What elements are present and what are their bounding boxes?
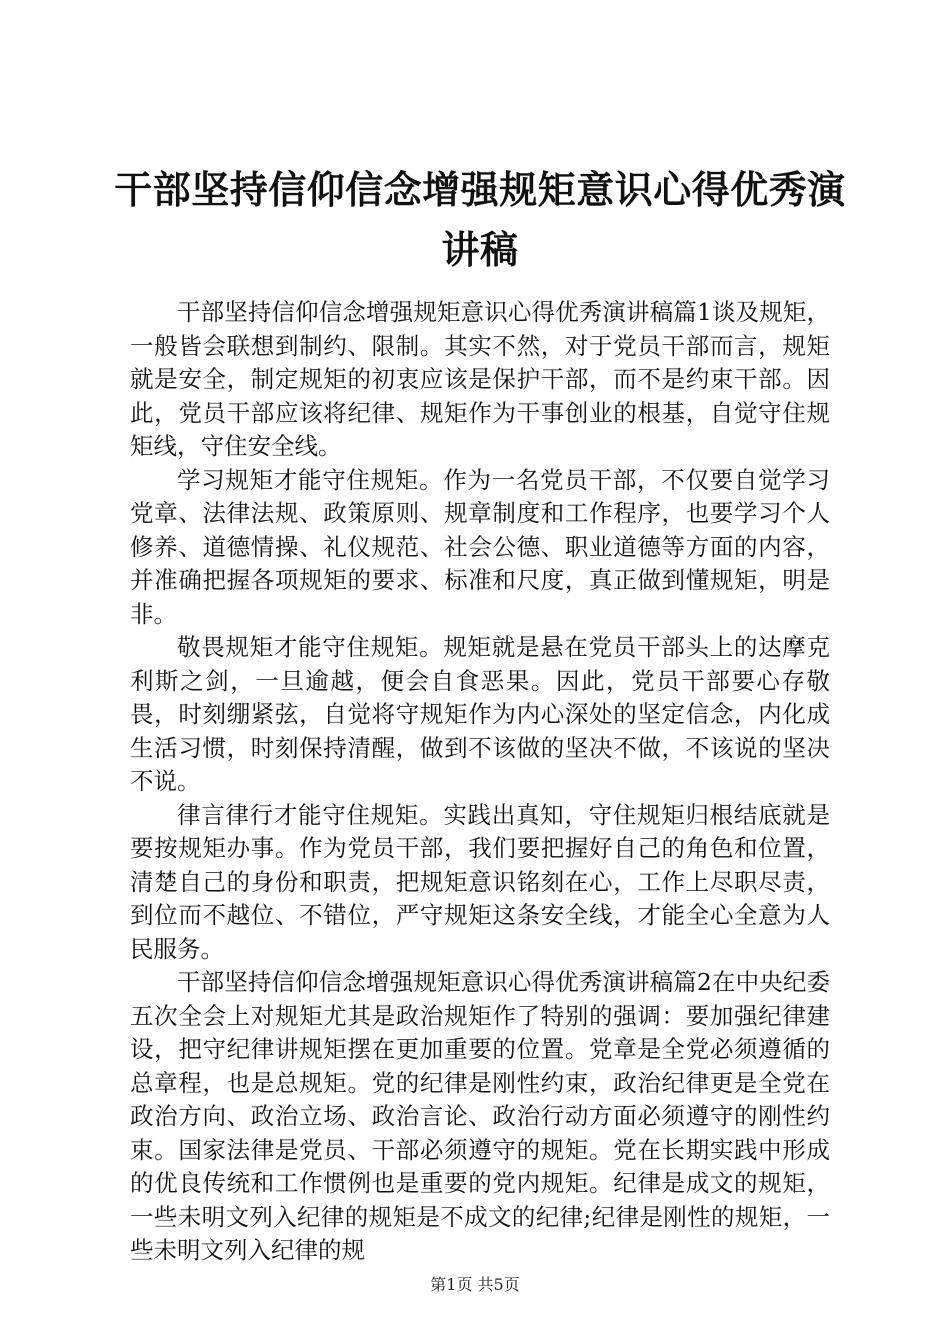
paragraph-3: 敬畏规矩才能守住规矩。规矩就是悬在党员干部头上的达摩克利斯之剑，一旦逾越，便会自食恶果。因此，党员干部要心存敬畏，时刻绷紧弦，自觉将守规矩作为内心深处的坚定信念，内化成生活习惯，时刻保持清醒，做到不该做的坚决不做，不该说的坚决不说。 (130, 633, 830, 795)
document-title: 干部坚持信仰信念增强规矩意识心得优秀演讲稿 (114, 167, 846, 272)
paragraph-1: 干部坚持信仰信念增强规矩意识心得优秀演讲稿篇1谈及规矩，一般皆会联想到制约、限制。其实不然，对于党员干部而言，规矩就是安全，制定规矩的初衷应该是保护干部，而不是约束干部。因此，党员干部应该将纪律、规矩作为干事创业的根基，自觉守住规矩线，守住安全线。 (130, 298, 830, 460)
paragraph-5: 干部坚持信仰信念增强规矩意识心得优秀演讲稿篇2在中央纪委五次全会上对规矩尤其是政治规矩作了特别的强调：要加强纪律建设，把守纪律讲规矩摆在更加重要的位置。党章是全党必须遵循的总章程，也是总规矩。党的纪律是刚性约束，政治纪律更是全党在政治方向、政治立场、政治言论、政治行动方面必须遵守的刚性约束。国家法律是党员、干部必须遵守的规矩。党在长期实践中形成的优良传统和工作惯例也是重要的党内规矩。纪律是成文的规矩，一些未明文列入纪律的规矩是不成文的纪律;纪律是刚性的规矩，一些未明文列入纪律的规 (130, 968, 830, 1264)
paragraph-4: 律言律行才能守住规矩。实践出真知，守住规矩归根结底就是要按规矩办事。作为党员干部，我们要把握好自己的角色和位置，清楚自己的身份和职责，把规矩意识铭刻在心，工作上尽职尽责，到位而不越位、不错位，严守规矩这条安全线，才能全心全意为人民服务。 (130, 800, 830, 963)
page-footer: 第1页 共5页 (430, 1275, 520, 1294)
paragraph-2: 学习规矩才能守住规矩。作为一名党员干部，不仅要自觉学习党章、法律法规、政策原则、规章制度和工作程序，也要学习个人修养、道德情操、礼仪规范、社会公德、职业道德等方面的内容，并准确把握各项规矩的要求、标准和尺度，真正做到懂规矩，明是非。 (130, 465, 830, 628)
document-body (130, 296, 830, 1268)
